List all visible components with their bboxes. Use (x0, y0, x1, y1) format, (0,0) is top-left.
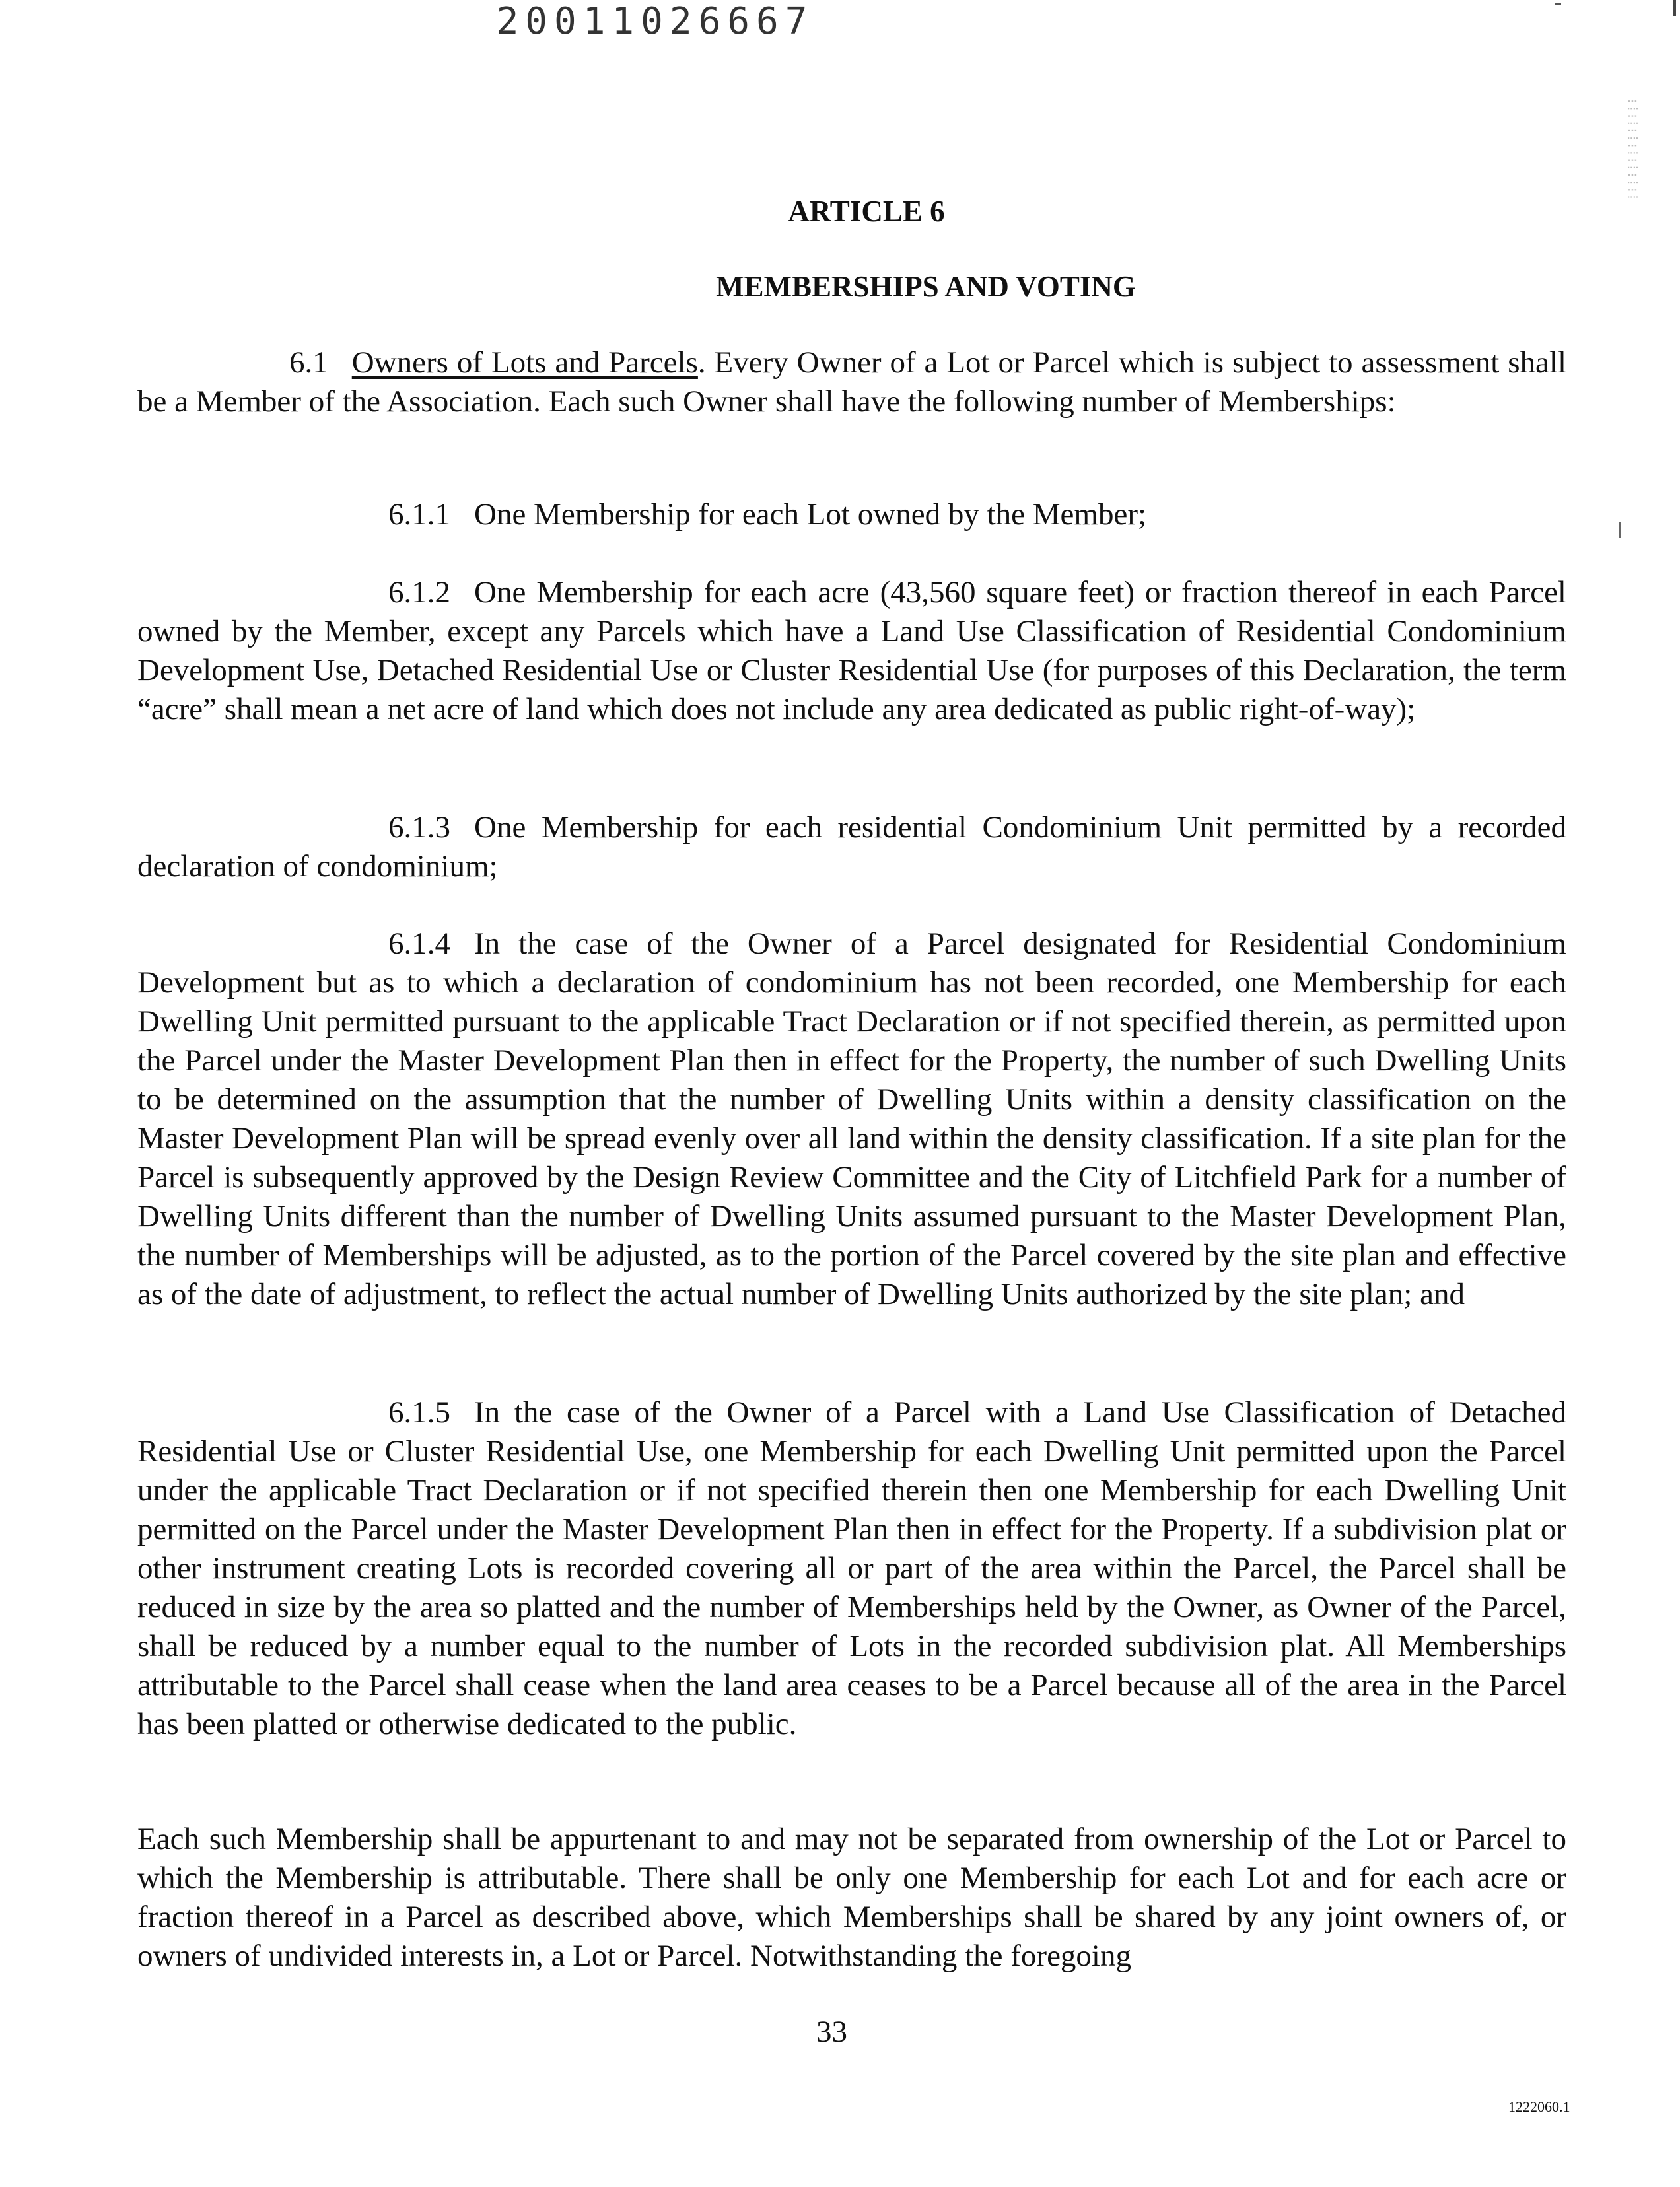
section-6-1-3 (137, 808, 1566, 886)
article-heading: ARTICLE 6 (788, 195, 945, 228)
section-6-1-1 (137, 495, 1566, 534)
section-text: One Membership for each residential Condominium Unit permitted by a recorded declaration of condominium; (137, 810, 1566, 884)
section-number: 6.1.4 (388, 926, 450, 961)
section-text: . Every Owner of a Lot or Parcel which is subject to assessment shall be a Member of the Association. Each such Owner shall have the following number of Memberships: (137, 345, 1566, 419)
section-text: In the case of the Owner of a Parcel with a Land Use Classification of Detached Residential Use or Cluster Residential Use, one Membership for each Dwelling Unit permitted upon the Parcel under the applicable Tract Declaration or if not specified therein then one Membership for each Dwelling Unit permitted on the Parcel under the Master Development Plan then in effect for the Property. If a subdivision plat or other instrument creating Lots is recorded covering all or part of the area within the Parcel, the Parcel shall be reduced in size by the area so platted and the number of Memberships held by the Owner, as Owner of the Parcel, shall be reduced by a number equal to the number of Lots in the recorded subdivision plat. All Memberships attributable to the Parcel shall cease when the land area ceases to be a Parcel because all of the area in the Parcel has been platted or otherwise dedicated to the public. (137, 1395, 1566, 1741)
section-title: Owners of Lots and Parcels (351, 345, 698, 380)
document-id: 1222060.1 (1508, 2099, 1570, 2115)
section-number: 6.1.2 (388, 575, 450, 609)
closing-paragraph: Each such Membership shall be appurtenant to and may not be separated from ownership of the Lot or Parcel to which the Membership is attributable. There shall be only one Membership for each Lot and for each acre or fraction thereof in a Parcel as described above, which Memberships shall be shared by any joint owners of, or owners of undivided interests in, a Lot or Parcel. Notwithstanding the foregoing (137, 1822, 1566, 1973)
section-6-1-2 (137, 573, 1566, 729)
section-number: 6.1.5 (388, 1395, 450, 1430)
article-subheading: MEMBERSHIPS AND VOTING (716, 270, 1136, 303)
section-6-1-4 (137, 924, 1566, 1314)
recording-number: 20011026667 (496, 0, 814, 43)
section-text: In the case of the Owner of a Parcel designated for Residential Condominium Development but as to which a declaration of condominium has not been recorded, one Membership for each Dwelling Unit permitted pursuant to the applicable Tract Declaration or if not specified therein, as permitted upon the Parcel under the Master Development Plan then in effect for the Property, the number of such Dwelling Units to be determined on the assumption that the number of Dwelling Units within a density classification on the Master Development Plan will be spread evenly over all land within the density classification. If a site plan for the Parcel is subsequently approved by the Design Review Committee and the City of Litchfield Park for a number of Dwelling Units different than the number of Dwelling Units assumed pursuant to the Master Development Plan, the number of Memberships will be adjusted, as to the portion of the Parcel covered by the site plan and effective as of the date of adjustment, to reflect the actual number of Dwelling Units authorized by the site plan; and (137, 926, 1566, 1311)
section-text: One Membership for each Lot owned by the Member; (474, 497, 1147, 532)
section-text: One Membership for each acre (43,560 square feet) or fraction thereof in each Parcel owned by the Member, except any Parcels which have a Land Use Classification of Residential Condominium Development Use, Detached Residential Use or Cluster Residential Use (for purposes of this Declaration, the term “acre” shall mean a net acre of land which does not include any area dedicated as public right-of-way); (137, 575, 1566, 726)
edge-dash (1555, 3, 1561, 5)
section-number: 6.1.3 (388, 810, 450, 845)
section-6-1-5 (137, 1393, 1566, 1744)
section-6-1 (137, 343, 1566, 421)
side-stamp: ⁝⁞⁝⁞⁝⁞⁝⁞⁝⁞⁝⁞⁝⁞ (1625, 99, 1640, 203)
edge-mark (1673, 0, 1676, 16)
stray-mark (1619, 522, 1621, 538)
section-number: 6.1.1 (388, 497, 450, 532)
page-number: 33 (816, 2015, 847, 2049)
section-number: 6.1 (289, 345, 328, 380)
